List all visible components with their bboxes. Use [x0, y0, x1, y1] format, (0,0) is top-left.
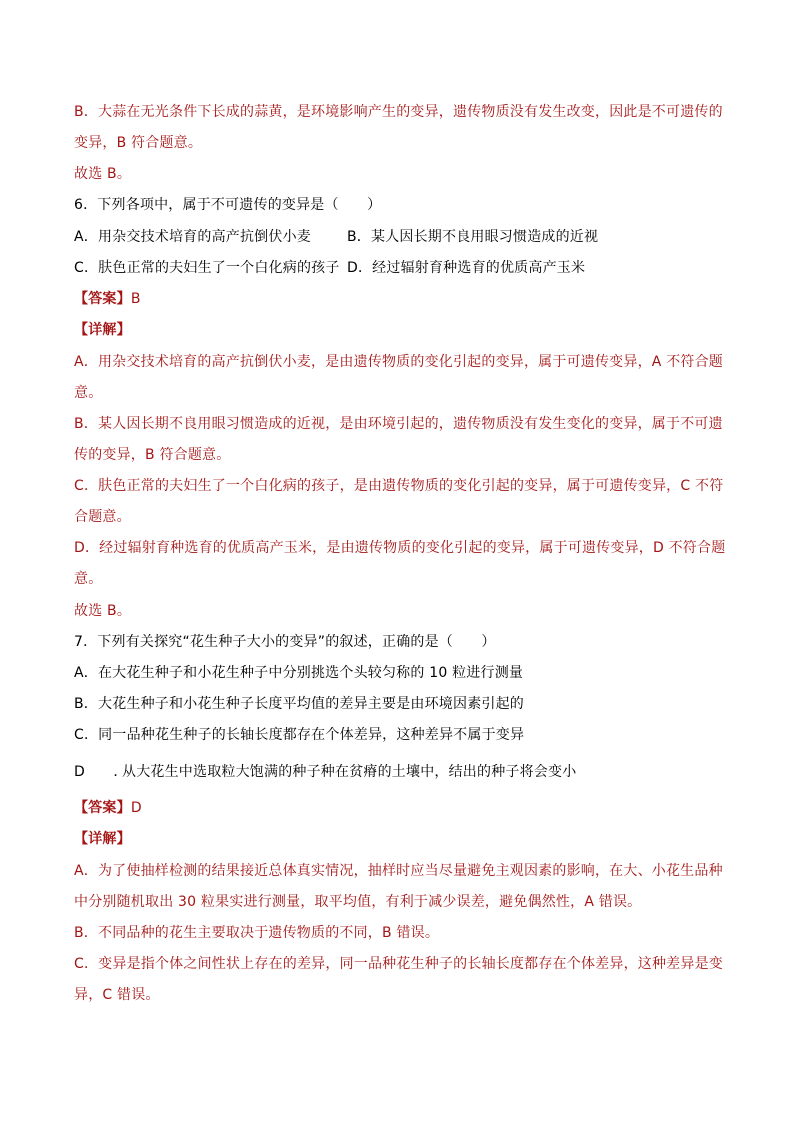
question-6-option-a: A．用杂交技术培育的高产抗倒伏小麦 [74, 229, 311, 245]
explanation-6a: A．用杂交技术培育的高产抗倒伏小麦，是由遗传物质的变化引起的变异，属于可遗传变异，A 不符合题 [74, 354, 724, 370]
explanation-6b-cont: 传的变异，B 符合题意。 [74, 447, 231, 463]
explanation-7c-cont: 异，C 错误。 [74, 987, 160, 1003]
question-6-option-c: C．肤色正常的夫妇生了一个白化病的孩子 [74, 260, 340, 276]
question-6-stem: 6．下列各项中，属于不可遗传的变异是（ ） [74, 197, 382, 213]
question-7-option-a: A．在大花生种子和小花生种子中分别挑选个头较匀称的 10 粒进行测量 [74, 665, 524, 681]
detail-6-tag: 【详解】 [74, 322, 131, 338]
explanation-7b: B．不同品种的花生主要取决于遗传物质的不同，B 错误。 [74, 925, 440, 941]
explanation-6c-cont: 合题意。 [74, 509, 131, 525]
question-7-option-b: B．大花生种子和小花生种子长度平均值的差异主要是由环境因素引起的 [74, 696, 525, 712]
explanation-line: 变异，B 符合题意。 [74, 135, 203, 151]
option-d-text: 从大花生中选取粒大饱满的种子种在贫瘠的土壤中，结出的种子将会变小 [122, 764, 577, 780]
question-6-option-b: B．某人因长期不良用眼习惯造成的近视 [347, 229, 599, 245]
explanation-line: B．大蒜在无光条件下长成的蒜黄，是环境影响产生的变异，遗传物质没有发生改变，因此是不可遗传的 [74, 104, 723, 120]
answer-value: B [130, 291, 141, 307]
question-7-option-c: C．同一品种花生种子的长轴长度都存在个体差异，这种差异不属于变异 [74, 727, 525, 743]
explanation-7a-cont: 中分别随机取出 30 粒果实进行测量，取平均值，有利于减少误差，避免偶然性，A 错误。 [74, 894, 642, 910]
answer-tag: 【答案】 [74, 800, 131, 816]
conclusion-line: 故选 B。 [74, 166, 132, 182]
explanation-7c: C．变异是指个体之间性状上存在的差异，同一品种花生种子的长轴长度都存在个体差异，这种差异是变 [74, 956, 723, 972]
option-d-label: D ． [74, 764, 128, 780]
answer-6 [74, 289, 724, 309]
answer-7 [74, 798, 724, 818]
conclusion-6: 故选 B。 [74, 603, 132, 619]
answer-value: D [130, 800, 142, 816]
question-6-option-d: D．经过辐射育种选育的优质高产玉米 [347, 260, 586, 276]
explanation-6d: D．经过辐射育种选育的优质高产玉米，是由遗传物质的变化引起的变异，属于可遗传变异，D 不符合题 [74, 540, 726, 556]
explanation-6b: B．某人因长期不良用眼习惯造成的近视，是由环境引起的，遗传物质没有发生变化的变异，属于不可遗 [74, 416, 723, 432]
answer-tag: 【答案】 [74, 291, 131, 307]
question-7-option-d [74, 762, 724, 782]
question-7-stem: 7．下列有关探究“花生种子大小的变异”的叙述，正确的是（ ） [74, 634, 496, 650]
explanation-6d-cont: 意。 [74, 571, 103, 587]
explanation-6a-cont: 意。 [74, 385, 103, 401]
detail-7-tag: 【详解】 [74, 831, 131, 847]
explanation-6c: C．肤色正常的夫妇生了一个白化病的孩子，是由遗传物质的变化引起的变异，属于可遗传变异，C 不符 [74, 478, 724, 494]
explanation-7a: A．为了使抽样检测的结果接近总体真实情况，抽样时应当尽量避免主观因素的影响，在大、小花生品种 [74, 863, 723, 879]
